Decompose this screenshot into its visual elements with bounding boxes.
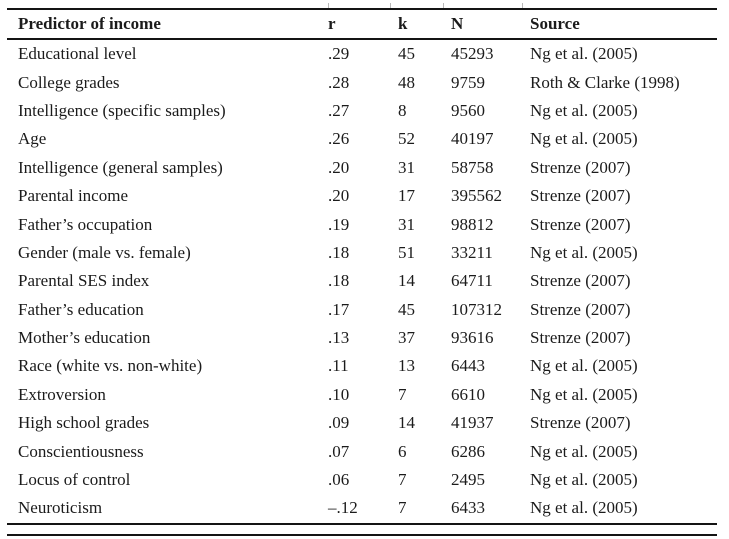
header-k: k (390, 9, 443, 39)
cell-source: Strenze (2007) (530, 157, 631, 177)
cell-source: Strenze (2007) (530, 413, 631, 433)
cell-predictor: Extroversion (18, 384, 106, 404)
cell-source: Ng et al. (2005) (530, 498, 638, 518)
table-row (7, 437, 717, 465)
cell-predictor: Intelligence (general samples) (18, 157, 223, 177)
table-row (7, 154, 717, 182)
table-row (7, 409, 717, 437)
cell-predictor: Age (18, 129, 47, 149)
cell-N: 33211 (451, 242, 493, 262)
header-row (7, 9, 717, 39)
cell-source: Strenze (2007) (530, 271, 631, 291)
cell-N: 45293 (451, 44, 494, 64)
cell-predictor: Parental SES index (18, 271, 150, 291)
cell-N: 98812 (451, 214, 494, 234)
cell-k: 8 (398, 100, 407, 120)
cell-r: .26 (328, 129, 350, 149)
cell-r: .19 (328, 214, 350, 234)
cell-r: .18 (328, 271, 350, 291)
cell-N: 9560 (451, 100, 485, 120)
cell-N: 58758 (451, 157, 494, 177)
cell-N: 6443 (451, 356, 485, 376)
cell-source: Strenze (2007) (530, 299, 631, 319)
cell-source: Ng et al. (2005) (530, 441, 638, 461)
cell-r: .13 (328, 328, 350, 348)
cell-source: Ng et al. (2005) (530, 356, 638, 376)
cell-source: Roth & Clarke (1998) (530, 72, 680, 92)
cell-predictor: Race (white vs. non-white) (18, 356, 203, 376)
cell-N: 107312 (451, 299, 502, 319)
table-row (7, 296, 717, 324)
cell-predictor: Parental income (18, 186, 128, 206)
cell-k: 13 (398, 356, 415, 376)
cell-N: 9759 (451, 72, 485, 92)
cell-predictor: High school grades (18, 413, 150, 433)
cell-r: .20 (328, 186, 350, 206)
table-row (7, 381, 717, 409)
cell-N: 2495 (451, 470, 485, 490)
table-row (7, 125, 717, 153)
table-row (7, 324, 717, 352)
cell-k: 37 (398, 328, 415, 348)
cell-source: Strenze (2007) (530, 214, 631, 234)
cell-r: .06 (328, 470, 350, 490)
table-row (7, 39, 717, 68)
cell-r: .20 (328, 157, 350, 177)
cell-r: .10 (328, 384, 350, 404)
table-row (7, 466, 717, 494)
cell-N: 93616 (451, 328, 494, 348)
table-row (7, 210, 717, 238)
header-N: N (443, 9, 522, 39)
cell-source: Ng et al. (2005) (530, 100, 638, 120)
cell-source: Ng et al. (2005) (530, 384, 638, 404)
cell-N: 41937 (451, 413, 494, 433)
cell-k: 31 (398, 214, 415, 234)
table-body (7, 39, 717, 524)
cell-predictor: Mother’s education (18, 328, 151, 348)
data-table (7, 8, 717, 525)
cell-predictor: Father’s education (18, 299, 144, 319)
cell-k: 7 (398, 384, 407, 404)
cell-k: 6 (398, 441, 407, 461)
table-row (7, 68, 717, 96)
table-row (7, 267, 717, 295)
cell-N: 395562 (451, 186, 502, 206)
cell-predictor: Intelligence (specific samples) (18, 100, 226, 120)
predictors-of-income-table (7, 8, 717, 536)
cell-k: 45 (398, 299, 415, 319)
table-row (7, 97, 717, 125)
cell-k: 51 (398, 242, 415, 262)
cell-k: 17 (398, 186, 415, 206)
cell-source: Ng et al. (2005) (530, 242, 638, 262)
cell-k: 48 (398, 72, 415, 92)
cell-r: .29 (328, 44, 350, 64)
cell-source: Ng et al. (2005) (530, 129, 638, 149)
cell-k: 14 (398, 271, 415, 291)
cell-predictor: Conscientiousness (18, 441, 144, 461)
cell-source: Ng et al. (2005) (530, 44, 638, 64)
cell-r: .17 (328, 299, 350, 319)
cell-predictor: Locus of control (18, 470, 131, 490)
cell-source: Strenze (2007) (530, 186, 631, 206)
cell-k: 7 (398, 498, 407, 518)
cell-N: 40197 (451, 129, 494, 149)
table-row (7, 352, 717, 380)
table-row (7, 182, 717, 210)
cell-N: 6610 (451, 384, 485, 404)
cell-r: .09 (328, 413, 350, 433)
header-source: Source (522, 9, 717, 39)
table-row (7, 494, 717, 523)
cell-k: 52 (398, 129, 415, 149)
table-header (7, 9, 717, 39)
cell-predictor: Educational level (18, 44, 137, 64)
cell-source: Strenze (2007) (530, 328, 631, 348)
table-row (7, 239, 717, 267)
cell-r: .18 (328, 242, 350, 262)
cell-k: 14 (398, 413, 415, 433)
cell-r: .07 (328, 441, 350, 461)
cell-N: 6433 (451, 498, 485, 518)
cell-r: .11 (328, 356, 349, 376)
cell-N: 64711 (451, 271, 493, 291)
cell-N: 6286 (451, 441, 485, 461)
header-predictor-of-income: Predictor of income (7, 9, 320, 39)
cell-source: Ng et al. (2005) (530, 470, 638, 490)
cell-k: 45 (398, 44, 415, 64)
header-r: r (320, 9, 390, 39)
cell-k: 7 (398, 470, 407, 490)
cell-predictor: Gender (male vs. female) (18, 242, 191, 262)
cell-predictor: College grades (18, 72, 120, 92)
cell-k: 31 (398, 157, 415, 177)
cell-predictor: Neuroticism (18, 498, 103, 518)
cell-predictor: Father’s occupation (18, 214, 153, 234)
cell-r: .27 (328, 100, 350, 120)
cell-r: .28 (328, 72, 350, 92)
cell-r: –.12 (328, 498, 358, 518)
